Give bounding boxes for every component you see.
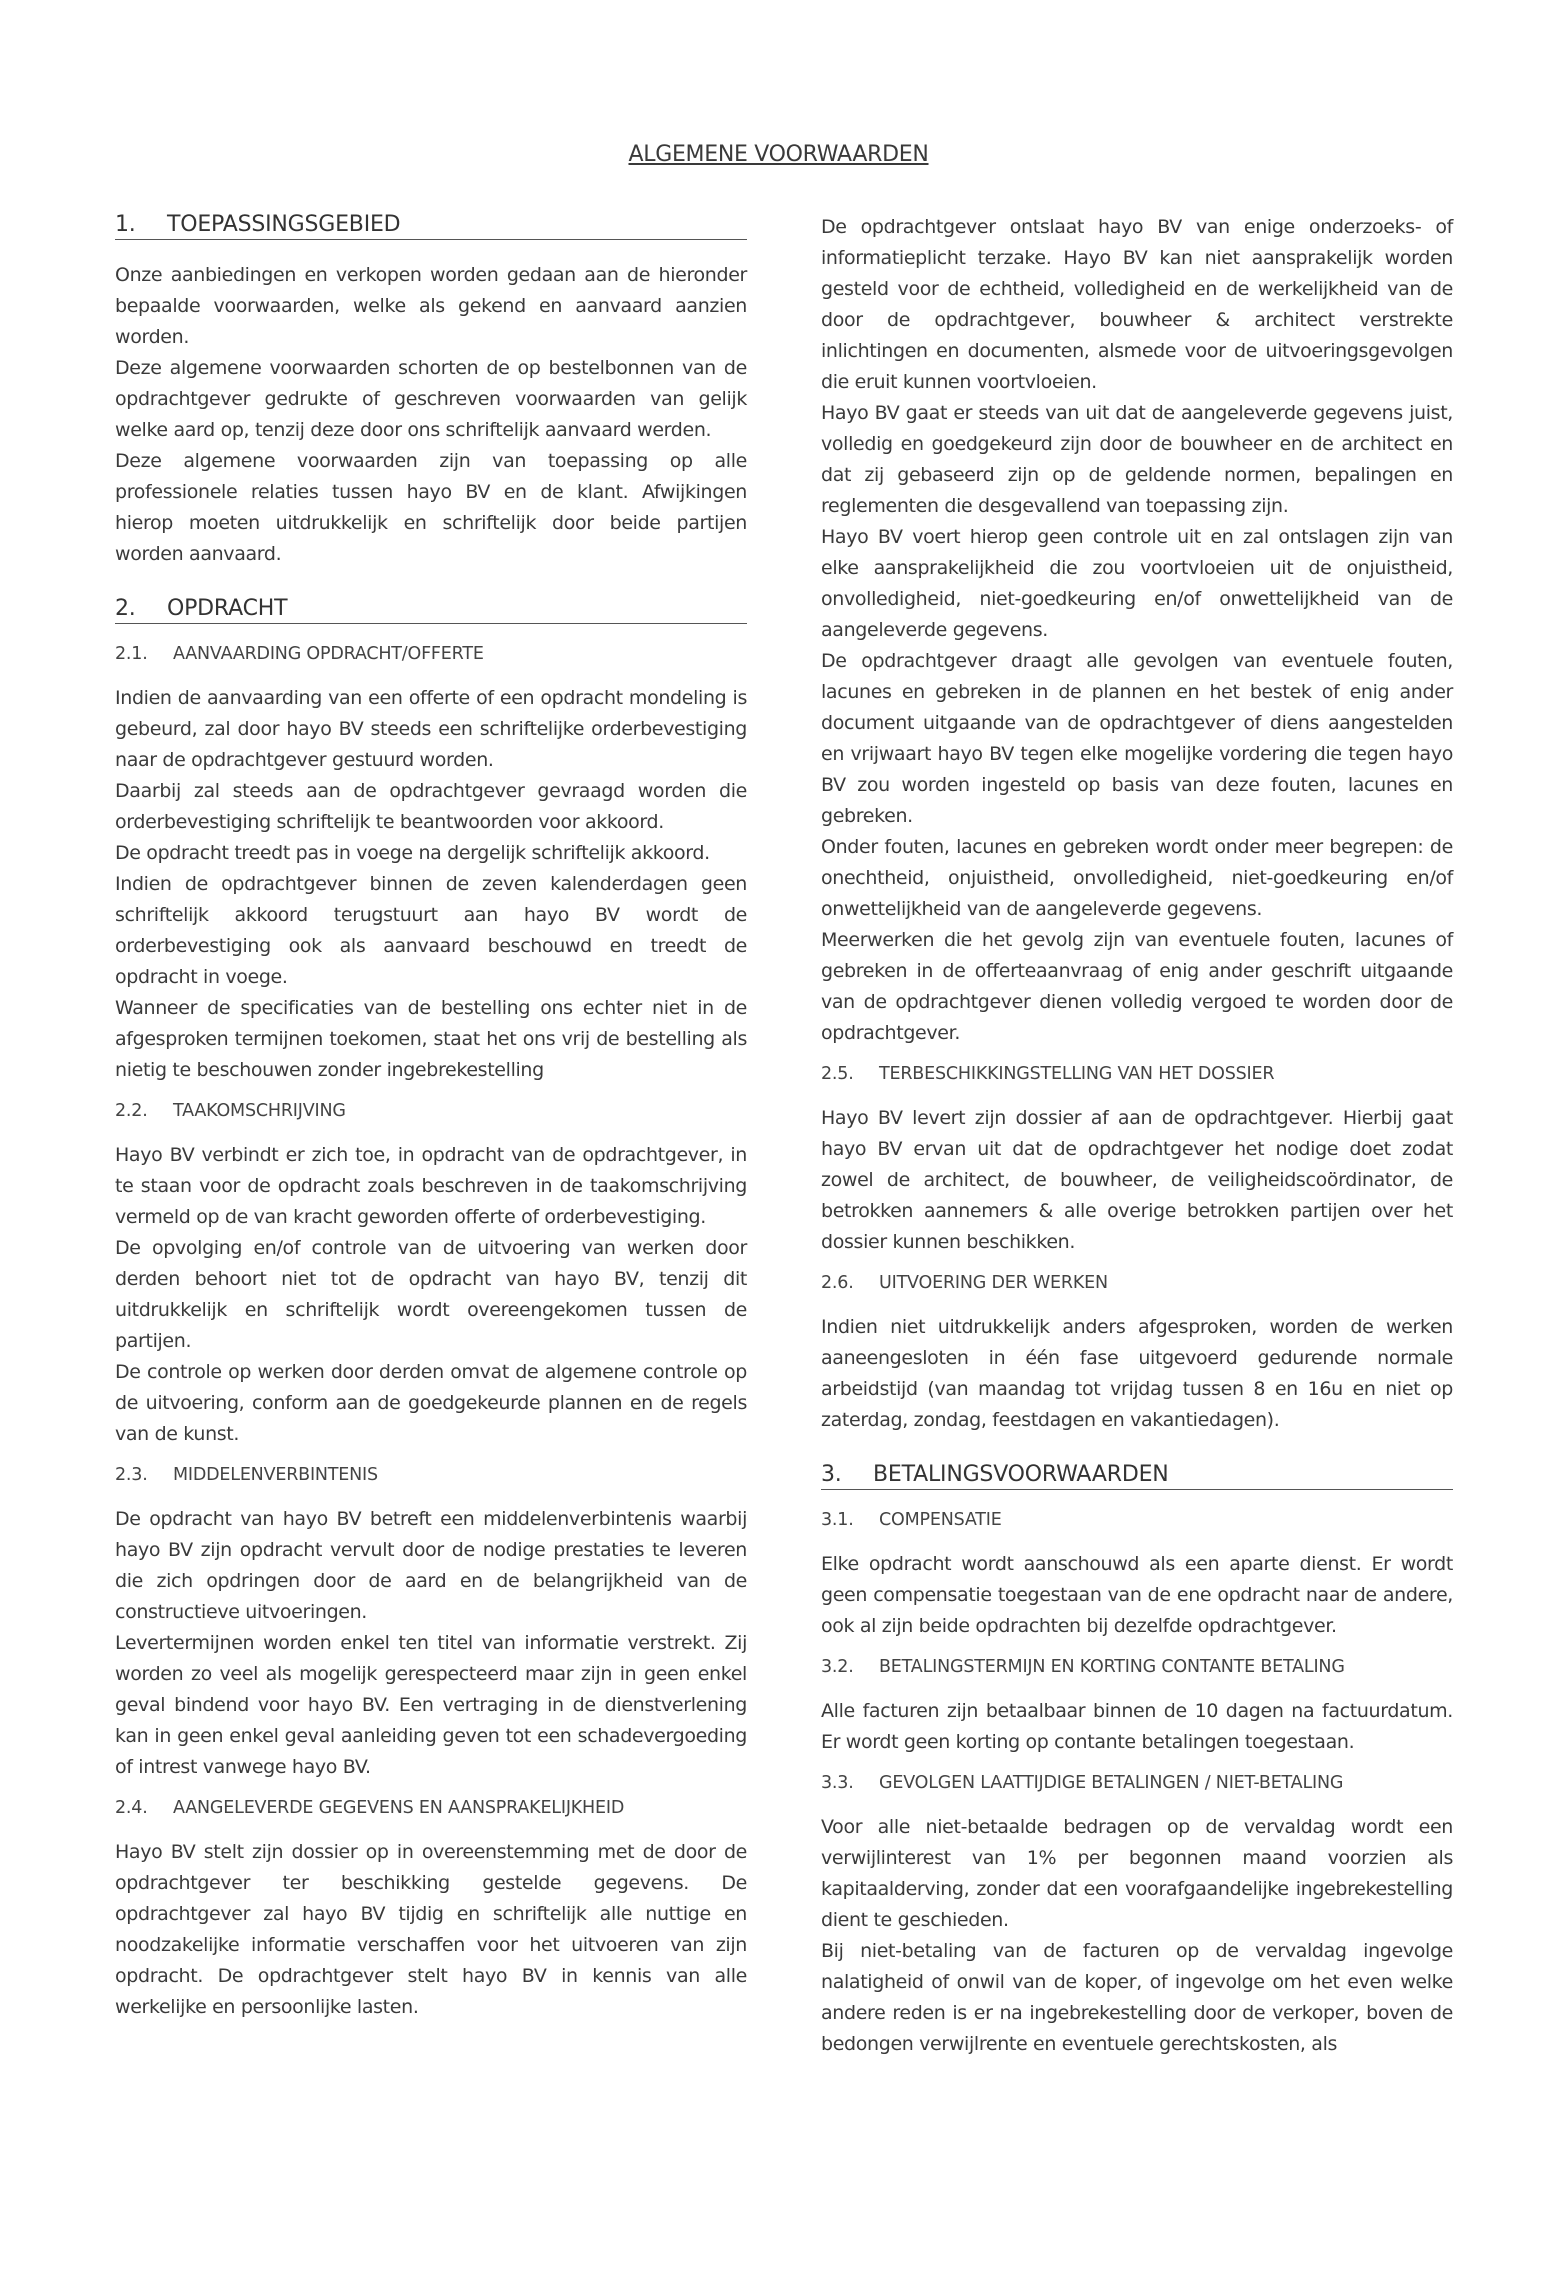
section-title: TOEPASSINGSGEBIED (167, 212, 401, 237)
subsection-title: AANVAARDING OPDRACHT/OFFERTE (173, 644, 484, 664)
paragraph: Deze algemene voorwaarden schorten de op bestelbonnen van de opdrachtgever gedrukte of geschreven voorwaarden van gelijk welke aard op, tenzij deze door ons schriftelijk aanvaard werden. (115, 357, 747, 441)
subsection-heading-3-1 (821, 1510, 1453, 1530)
subsection-title: MIDDELENVERBINTENIS (173, 1465, 378, 1485)
paragraph: Indien niet uitdrukkelijk anders afgesproken, worden de werken aaneengesloten in één fase uitgevoerd gedurende normale arbeidstijd (van maandag tot vrijdag tussen 8 en 16u en niet op zaterdag, zondag, feestdagen en vakantiedagen). (821, 1316, 1453, 1431)
paragraph: Onze aanbiedingen en verkopen worden gedaan aan de hieronder bepaalde voorwaarden, welke als gekend en aanvaard aanzien worden. (115, 264, 747, 348)
section-heading-2 (115, 596, 747, 624)
paragraph: De opdracht treedt pas in voege na dergelijk schriftelijk akkoord. (115, 842, 710, 864)
subsection-title: GEVOLGEN LAATTIJDIGE BETALINGEN / NIET-BETALING (879, 1773, 1344, 1793)
page-title: ALGEMENE VOORWAARDEN (628, 142, 929, 167)
subsection-heading-2-1 (115, 644, 747, 664)
subsection-number: 2.5. (821, 1064, 854, 1084)
section-number: 2. (115, 596, 136, 621)
subsection-number: 2.6. (821, 1273, 854, 1293)
paragraph: Wanneer de specificaties van de bestelling ons echter niet in de afgesproken termijnen toekomen, staat het ons vrij de bestelling als nietig te beschouwen zonder ingebrekestelling (115, 997, 747, 1081)
subsection-heading-2-3 (115, 1465, 747, 1485)
subsection-title: TAAKOMSCHRIJVING (173, 1101, 346, 1121)
paragraph: Elke opdracht wordt aanschouwd als een aparte dienst. Er wordt geen compensatie toegestaan van de ene opdracht naar de andere, ook al zijn beide opdrachten bij dezelfde opdrachtgever. (821, 1553, 1453, 1637)
paragraph: Hayo BV gaat er steeds van uit dat de aangeleverde gegevens juist, volledig en goedgekeurd zijn door de bouwheer en de architect en dat zij gebaseerd zijn op de geldende normen, bepalingen en reglementen die desgevallend van toepassing zijn. (821, 402, 1453, 517)
paragraph: Meerwerken die het gevolg zijn van eventuele fouten, lacunes of gebreken in de offerteaanvraag of enig ander geschrift uitgaande van de opdrachtgever dienen volledig vergoed te worden door de opdrachtgever. (821, 929, 1453, 1044)
subsection-title: BETALINGSTERMIJN EN KORTING CONTANTE BETALING (879, 1657, 1345, 1677)
right-column (821, 212, 1453, 2060)
paragraph: Voor alle niet-betaalde bedragen op de vervaldag wordt een verwijlinterest van 1% per begonnen maand voorzien als kapitaalderving, zonder dat een voorafgaandelijke ingebrekestelling dient te geschieden. (821, 1816, 1453, 1931)
subsection-title: UITVOERING DER WERKEN (879, 1273, 1108, 1293)
section-heading-1 (115, 212, 747, 240)
subsection-number: 3.1. (821, 1510, 854, 1530)
paragraph: Hayo BV stelt zijn dossier op in overeenstemming met de door de opdrachtgever ter beschikking gestelde gegevens. De opdrachtgever zal hayo BV tijdig en schriftelijk alle nuttige en noodzakelijke informatie verschaffen voor het uitvoeren van zijn opdracht. De opdrachtgever stelt hayo BV in kennis van alle werkelijke en persoonlijke lasten. (115, 1841, 747, 2018)
subsection-heading-2-4 (115, 1798, 747, 1818)
section-title: OPDRACHT (167, 596, 288, 621)
section-number: 1. (115, 212, 136, 237)
subsection-number: 2.4. (115, 1798, 148, 1818)
subsection-heading-2-5 (821, 1064, 1453, 1084)
paragraph: Alle facturen zijn betaalbaar binnen de 10 dagen na factuurdatum. Er wordt geen korting op contante betalingen toegestaan. (821, 1700, 1453, 1753)
subsection-number: 2.3. (115, 1465, 148, 1485)
paragraph: De opdracht van hayo BV betreft een middelenverbintenis waarbij hayo BV zijn opdracht vervult door de nodige prestaties te leveren die zich opdringen door de aard en de belangrijkheid van de constructieve uitvoeringen. (115, 1508, 747, 1623)
subsection-title: AANGELEVERDE GEGEVENS EN AANSPRAKELIJKHEID (173, 1798, 625, 1818)
subsection-title: COMPENSATIE (879, 1510, 1002, 1530)
paragraph: Indien de opdrachtgever binnen de zeven kalenderdagen geen schriftelijk akkoord terugstuurt aan hayo BV wordt de orderbevestiging ook als aanvaard beschouwd en treedt de opdracht in voege. (115, 873, 747, 988)
paragraph: Levertermijnen worden enkel ten titel van informatie verstrekt. Zij worden zo veel als mogelijk gerespecteerd maar zijn in geen enkel geval bindend voor hayo BV. Een vertraging in de dienstverlening kan in geen enkel geval aanleiding geven tot een schadevergoeding of intrest vanwege hayo BV. (115, 1632, 747, 1778)
paragraph: Deze algemene voorwaarden zijn van toepassing op alle professionele relaties tussen hayo BV en de klant. Afwijkingen hierop moeten uitdrukkelijk en schriftelijk door beide partijen worden aanvaard. (115, 450, 747, 565)
subsection-number: 2.2. (115, 1101, 148, 1121)
paragraph: De opdrachtgever ontslaat hayo BV van enige onderzoeks- of informatieplicht terzake. Hayo BV kan niet aansprakelijk worden gesteld voor de echtheid, volledigheid en de werkelijkheid van de door de opdrachtgever, bouwheer & architect verstrekte inlichtingen en documenten, alsmede voor de uitvoeringsgevolgen die eruit kunnen voortvloeien. (821, 216, 1453, 393)
subsection-number: 3.3. (821, 1773, 854, 1793)
section-title: BETALINGSVOORWAARDEN (873, 1462, 1169, 1487)
paragraph: Hayo BV verbindt er zich toe, in opdracht van de opdrachtgever, in te staan voor de opdracht zoals beschreven in de taakomschrijving vermeld op de van kracht geworden offerte of orderbevestiging. (115, 1144, 747, 1228)
paragraph: Indien de aanvaarding van een offerte of een opdracht mondeling is gebeurd, zal door hayo BV steeds een schriftelijke orderbevestiging naar de opdrachtgever gestuurd worden. (115, 687, 747, 771)
subsection-heading-2-6 (821, 1273, 1453, 1293)
paragraph: Hayo BV voert hierop geen controle uit en zal ontslagen zijn van elke aansprakelijkheid die zou voortvloeien uit de onjuistheid, onvolledigheid, niet-goedkeuring en/of onwettelijkheid van de aangeleverde gegevens. (821, 526, 1453, 641)
subsection-title: TERBESCHIKKINGSTELLING VAN HET DOSSIER (879, 1064, 1275, 1084)
subsection-heading-2-2 (115, 1101, 747, 1121)
subsection-number: 2.1. (115, 644, 148, 664)
paragraph: Bij niet-betaling van de facturen op de vervaldag ingevolge nalatigheid of onwil van de koper, of ingevolge om het even welke andere reden is er na ingebrekestelling door de verkoper, boven de bedongen verwijlrente en eventuele gerechtskosten, als (821, 1940, 1453, 2055)
paragraph: De opdrachtgever draagt alle gevolgen van eventuele fouten, lacunes en gebreken in de plannen en het bestek of enig ander document uitgaande van de opdrachtgever of diens aangestelden en vrijwaart hayo BV tegen elke mogelijke vordering die tegen hayo BV zou worden ingesteld op basis van deze fouten, lacunes en gebreken. (821, 650, 1453, 827)
section-number: 3. (821, 1462, 842, 1487)
paragraph: De opvolging en/of controle van de uitvoering van werken door derden behoort niet tot de opdracht van hayo BV, tenzij dit uitdrukkelijk en schriftelijk wordt overeengekomen tussen de partijen. (115, 1237, 747, 1352)
subsection-number: 3.2. (821, 1657, 854, 1677)
subsection-heading-3-2 (821, 1657, 1453, 1677)
paragraph: Daarbij zal steeds aan de opdrachtgever gevraagd worden die orderbevestiging schriftelijk te beantwoorden voor akkoord. (115, 780, 747, 833)
paragraph: De controle op werken door derden omvat de algemene controle op de uitvoering, conform aan de goedgekeurde plannen en de regels van de kunst. (115, 1361, 747, 1445)
left-column (115, 212, 747, 2023)
section-heading-3 (821, 1462, 1453, 1490)
paragraph: Hayo BV levert zijn dossier af aan de opdrachtgever. Hierbij gaat hayo BV ervan uit dat de opdrachtgever het nodige doet zodat zowel de architect, de bouwheer, de veiligheidscoördinator, de betrokken aannemers & alle overige betrokken partijen over het dossier kunnen beschikken. (821, 1107, 1453, 1253)
paragraph: Onder fouten, lacunes en gebreken wordt onder meer begrepen: de onechtheid, onjuistheid, onvolledigheid, niet-goedkeuring en/of onwettelijkheid van de aangeleverde gegevens. (821, 836, 1453, 920)
subsection-heading-3-3 (821, 1773, 1453, 1793)
